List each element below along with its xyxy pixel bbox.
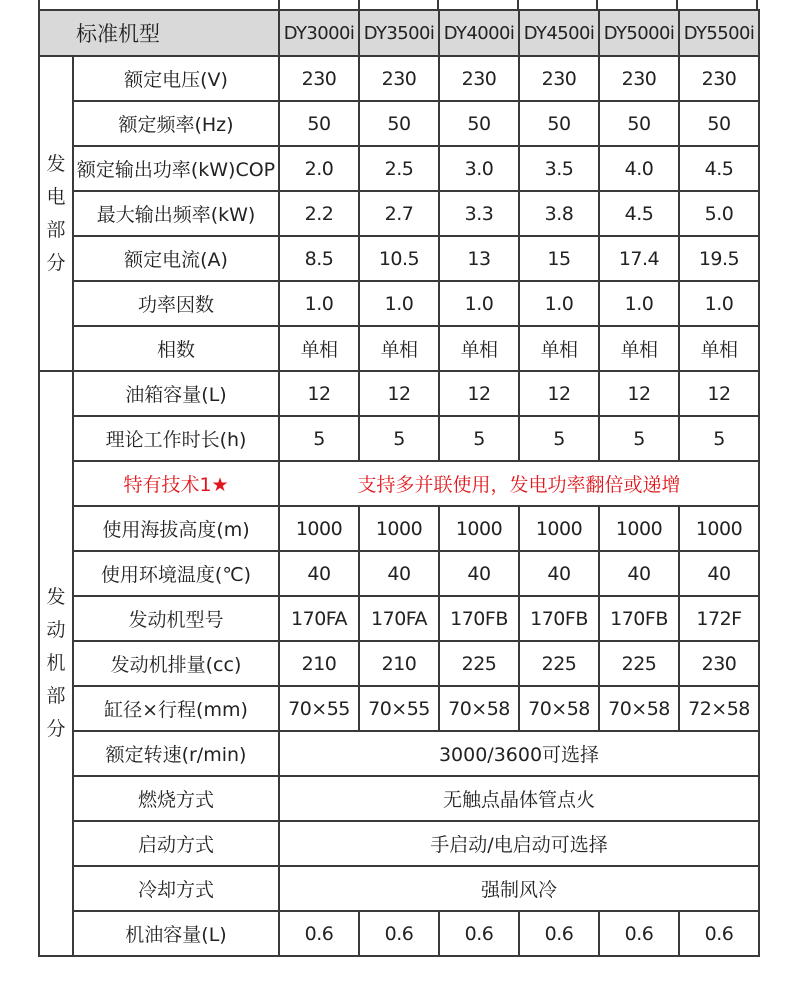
value-cell: 12	[279, 371, 359, 416]
value-cell: 230	[279, 56, 359, 101]
model-header: DY5000i	[599, 10, 679, 56]
group-label-text: 发动机部分	[46, 586, 66, 740]
value-cell: 1000	[279, 506, 359, 551]
value-cell: 1000	[439, 506, 519, 551]
spec-table	[38, 9, 760, 957]
table-row	[39, 416, 759, 461]
value-cell: 225	[439, 641, 519, 686]
table-row	[39, 776, 759, 821]
value-cell: 225	[599, 641, 679, 686]
value-cell: 4.5	[599, 191, 679, 236]
value-cell: 50	[599, 101, 679, 146]
value-cell: 170FA	[359, 596, 439, 641]
value-cell: 0.6	[599, 911, 679, 956]
value-cell: 5	[519, 416, 599, 461]
row-label: 发动机排量(cc)	[73, 641, 279, 686]
value-cell: 170FB	[439, 596, 519, 641]
group-label	[39, 56, 73, 371]
row-label: 发动机型号	[73, 596, 279, 641]
table-row	[39, 56, 759, 101]
table-top-strip	[38, 0, 758, 9]
value-cell: 230	[439, 56, 519, 101]
value-cell: 210	[279, 641, 359, 686]
value-cell: 170FB	[519, 596, 599, 641]
value-cell: 单相	[359, 326, 439, 371]
table-row	[39, 506, 759, 551]
value-cell: 225	[519, 641, 599, 686]
value-cell: 2.7	[359, 191, 439, 236]
row-label: 特有技术1★	[73, 461, 279, 506]
row-label: 最大输出频率(kW)	[73, 191, 279, 236]
merged-value-cell: 手启动/电启动可选择	[279, 821, 759, 866]
value-cell: 4.5	[679, 146, 759, 191]
table-header-row	[39, 10, 759, 56]
row-label: 额定频率(Hz)	[73, 101, 279, 146]
value-cell: 12	[519, 371, 599, 416]
value-cell: 50	[679, 101, 759, 146]
value-cell: 1.0	[519, 281, 599, 326]
value-cell: 15	[519, 236, 599, 281]
value-cell: 单相	[679, 326, 759, 371]
value-cell: 5	[359, 416, 439, 461]
header-title: 标准机型	[39, 10, 279, 56]
table-row	[39, 461, 759, 506]
value-cell: 172F	[679, 596, 759, 641]
row-label: 燃烧方式	[73, 776, 279, 821]
spec-table-body	[39, 10, 759, 956]
value-cell: 5.0	[679, 191, 759, 236]
value-cell: 2.5	[359, 146, 439, 191]
row-label: 使用环境温度(℃)	[73, 551, 279, 596]
merged-value-cell: 3000/3600可选择	[279, 731, 759, 776]
value-cell: 1.0	[599, 281, 679, 326]
value-cell: 12	[679, 371, 759, 416]
merged-value-cell: 支持多并联使用，发电功率翻倍或递增	[279, 461, 759, 506]
row-label: 使用海拔高度(m)	[73, 506, 279, 551]
model-header: DY3500i	[359, 10, 439, 56]
value-cell: 3.0	[439, 146, 519, 191]
model-header: DY3000i	[279, 10, 359, 56]
value-cell: 50	[439, 101, 519, 146]
model-header: DY5500i	[679, 10, 759, 56]
value-cell: 40	[359, 551, 439, 596]
value-cell: 3.3	[439, 191, 519, 236]
value-cell: 70×55	[359, 686, 439, 731]
value-cell: 0.6	[679, 911, 759, 956]
row-label: 油箱容量(L)	[73, 371, 279, 416]
table-row	[39, 551, 759, 596]
value-cell: 72×58	[679, 686, 759, 731]
value-cell: 单相	[599, 326, 679, 371]
table-row	[39, 641, 759, 686]
value-cell: 40	[279, 551, 359, 596]
row-label: 机油容量(L)	[73, 911, 279, 956]
value-cell: 1000	[359, 506, 439, 551]
value-cell: 170FA	[279, 596, 359, 641]
table-row	[39, 236, 759, 281]
table-row	[39, 686, 759, 731]
value-cell: 1000	[679, 506, 759, 551]
table-row	[39, 326, 759, 371]
table-row	[39, 101, 759, 146]
value-cell: 3.5	[519, 146, 599, 191]
value-cell: 4.0	[599, 146, 679, 191]
value-cell: 1000	[599, 506, 679, 551]
value-cell: 5	[279, 416, 359, 461]
group-label-text: 发电部分	[46, 152, 66, 274]
value-cell: 2.2	[279, 191, 359, 236]
table-row	[39, 371, 759, 416]
value-cell: 12	[359, 371, 439, 416]
row-label: 理论工作时长(h)	[73, 416, 279, 461]
table-row	[39, 731, 759, 776]
value-cell: 70×58	[519, 686, 599, 731]
row-label: 额定电压(V)	[73, 56, 279, 101]
value-cell: 50	[359, 101, 439, 146]
row-label: 额定转速(r/min)	[73, 731, 279, 776]
value-cell: 230	[679, 56, 759, 101]
table-row	[39, 911, 759, 956]
merged-value-cell: 无触点晶体管点火	[279, 776, 759, 821]
merged-value-cell: 强制风冷	[279, 866, 759, 911]
value-cell: 50	[519, 101, 599, 146]
table-row	[39, 191, 759, 236]
group-label	[39, 371, 73, 956]
value-cell: 40	[679, 551, 759, 596]
row-label: 额定输出功率(kW)COP	[73, 146, 279, 191]
row-label: 冷却方式	[73, 866, 279, 911]
value-cell: 单相	[279, 326, 359, 371]
value-cell: 1000	[519, 506, 599, 551]
row-label: 缸径×行程(mm)	[73, 686, 279, 731]
value-cell: 230	[599, 56, 679, 101]
value-cell: 70×58	[599, 686, 679, 731]
value-cell: 210	[359, 641, 439, 686]
value-cell: 40	[599, 551, 679, 596]
value-cell: 40	[519, 551, 599, 596]
value-cell: 70×58	[439, 686, 519, 731]
value-cell: 17.4	[599, 236, 679, 281]
table-row	[39, 146, 759, 191]
value-cell: 50	[279, 101, 359, 146]
row-label: 功率因数	[73, 281, 279, 326]
value-cell: 12	[599, 371, 679, 416]
value-cell: 10.5	[359, 236, 439, 281]
model-header: DY4500i	[519, 10, 599, 56]
value-cell: 单相	[519, 326, 599, 371]
value-cell: 1.0	[279, 281, 359, 326]
value-cell: 0.6	[519, 911, 599, 956]
value-cell: 12	[439, 371, 519, 416]
value-cell: 230	[519, 56, 599, 101]
value-cell: 170FB	[599, 596, 679, 641]
row-label: 启动方式	[73, 821, 279, 866]
value-cell: 2.0	[279, 146, 359, 191]
table-row	[39, 596, 759, 641]
value-cell: 70×55	[279, 686, 359, 731]
value-cell: 0.6	[359, 911, 439, 956]
value-cell: 5	[439, 416, 519, 461]
row-label: 额定电流(A)	[73, 236, 279, 281]
value-cell: 230	[679, 641, 759, 686]
value-cell: 0.6	[439, 911, 519, 956]
value-cell: 8.5	[279, 236, 359, 281]
value-cell: 19.5	[679, 236, 759, 281]
value-cell: 1.0	[359, 281, 439, 326]
value-cell: 单相	[439, 326, 519, 371]
table-row	[39, 821, 759, 866]
value-cell: 3.8	[519, 191, 599, 236]
value-cell: 0.6	[279, 911, 359, 956]
value-cell: 5	[599, 416, 679, 461]
row-label: 相数	[73, 326, 279, 371]
table-row	[39, 866, 759, 911]
value-cell: 1.0	[439, 281, 519, 326]
table-row	[39, 281, 759, 326]
value-cell: 40	[439, 551, 519, 596]
model-header: DY4000i	[439, 10, 519, 56]
value-cell: 13	[439, 236, 519, 281]
value-cell: 5	[679, 416, 759, 461]
value-cell: 230	[359, 56, 439, 101]
value-cell: 1.0	[679, 281, 759, 326]
